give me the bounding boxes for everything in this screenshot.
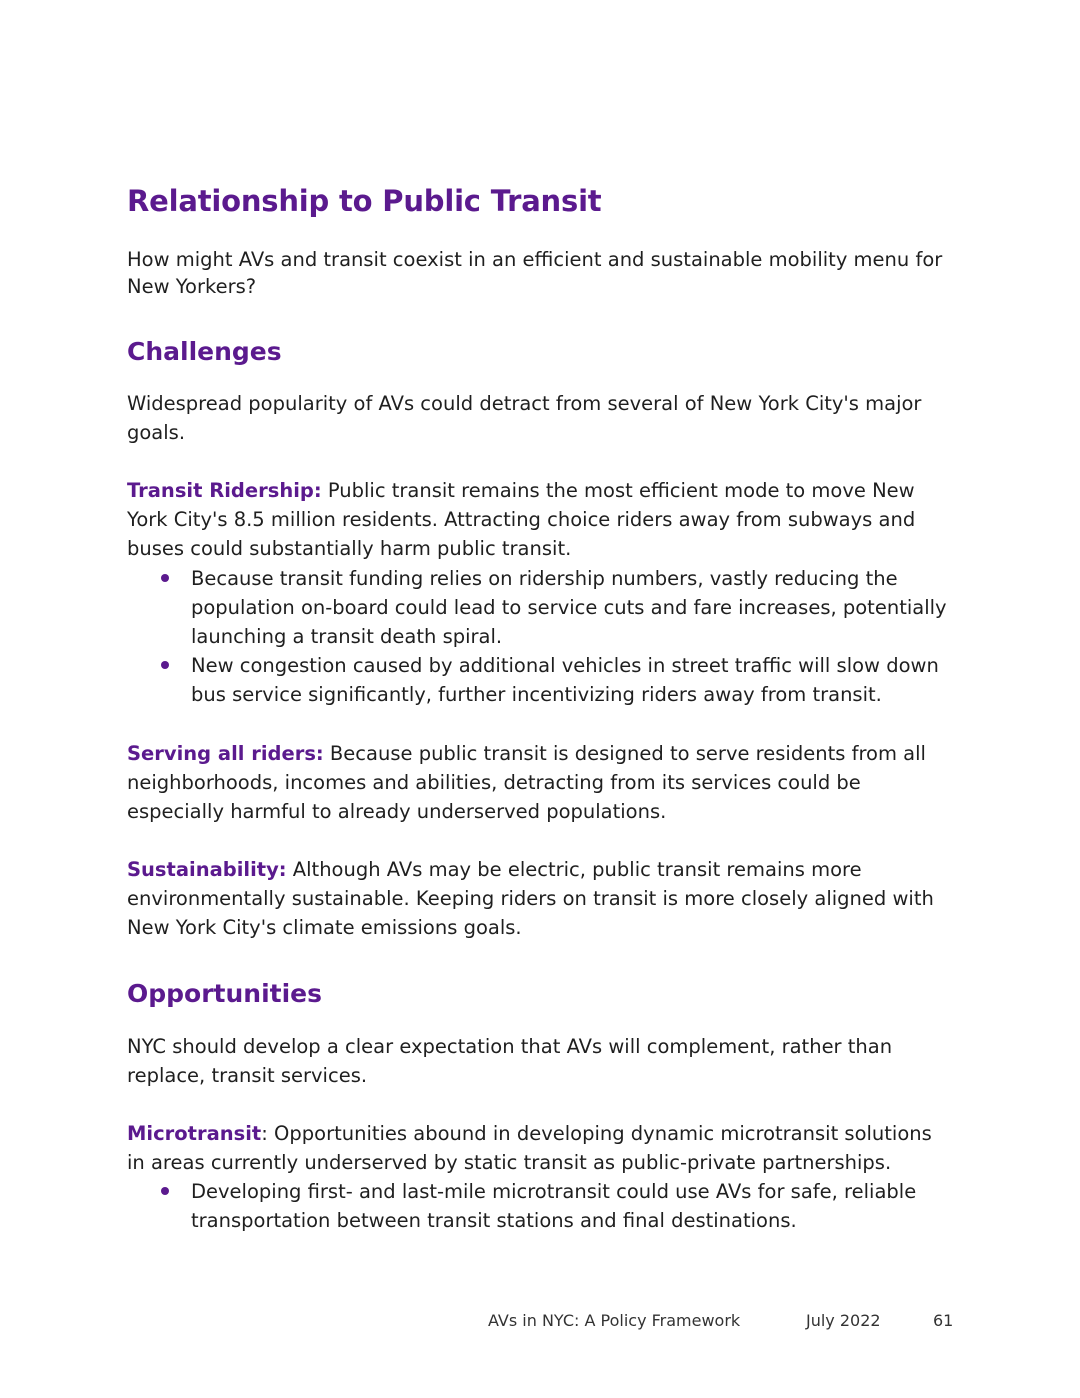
list-item: New congestion caused by additional vehicles in street traffic will slow down bus service significantly, further incentivizing riders away from transit. xyxy=(127,651,953,709)
sustainability-label: Sustainability: xyxy=(127,858,287,881)
page-title: Relationship to Public Transit xyxy=(127,184,602,218)
sustainability-paragraph xyxy=(127,855,953,942)
bullet-icon xyxy=(161,661,169,669)
microtransit-label: Microtransit xyxy=(127,1122,262,1145)
transit-ridership-bullets xyxy=(127,564,953,709)
challenges-heading: Challenges xyxy=(127,337,282,366)
microtransit-bullets xyxy=(127,1177,953,1235)
transit-ridership-text: Public transit remains the most efficient mode to move New York City's 8.5 million residents. Attracting choice riders away from subways and buses could substantially harm public transit. xyxy=(127,479,916,560)
opportunities-heading: Opportunities xyxy=(127,979,323,1008)
bullet-icon xyxy=(161,1187,169,1195)
microtransit-text: : Opportunities abound in developing dynamic microtransit solutions in areas currently underserved by static transit as public-private partnerships. xyxy=(127,1122,932,1174)
footer-date: July 2022 xyxy=(806,1311,881,1330)
footer-page-number: 61 xyxy=(933,1311,954,1330)
sustainability-text: Although AVs may be electric, public transit remains more environmentally sustainable. Keeping riders on transit is more closely aligned with New York City's climate emissions goals. xyxy=(127,858,934,939)
opportunities-intro: NYC should develop a clear expectation that AVs will complement, rather than replace, transit services. xyxy=(127,1035,893,1087)
microtransit-paragraph xyxy=(127,1119,953,1177)
list-item: Developing first- and last-mile microtransit could use AVs for safe, reliable transportation between transit stations and final destinations. xyxy=(127,1177,953,1235)
bullet-icon xyxy=(161,574,169,582)
serving-all-riders-label: Serving all riders: xyxy=(127,742,324,765)
serving-all-riders-text: Because public transit is designed to serve residents from all neighborhoods, incomes and abilities, detracting from its services could be especially harmful to already underserved populations. xyxy=(127,742,926,823)
serving-all-riders-paragraph xyxy=(127,739,953,826)
challenges-intro: Widespread popularity of AVs could detract from several of New York City's major goals. xyxy=(127,392,922,444)
footer-doc-title: AVs in NYC: A Policy Framework xyxy=(488,1311,741,1330)
transit-ridership-paragraph xyxy=(127,476,953,563)
transit-ridership-label: Transit Ridership: xyxy=(127,479,322,502)
list-item: Because transit funding relies on ridership numbers, vastly reducing the population on-board could lead to service cuts and fare increases, potentially launching a transit death spiral. xyxy=(127,564,953,651)
intro-question: How might AVs and transit coexist in an efficient and sustainable mobility menu for New Yorkers? xyxy=(127,248,943,298)
